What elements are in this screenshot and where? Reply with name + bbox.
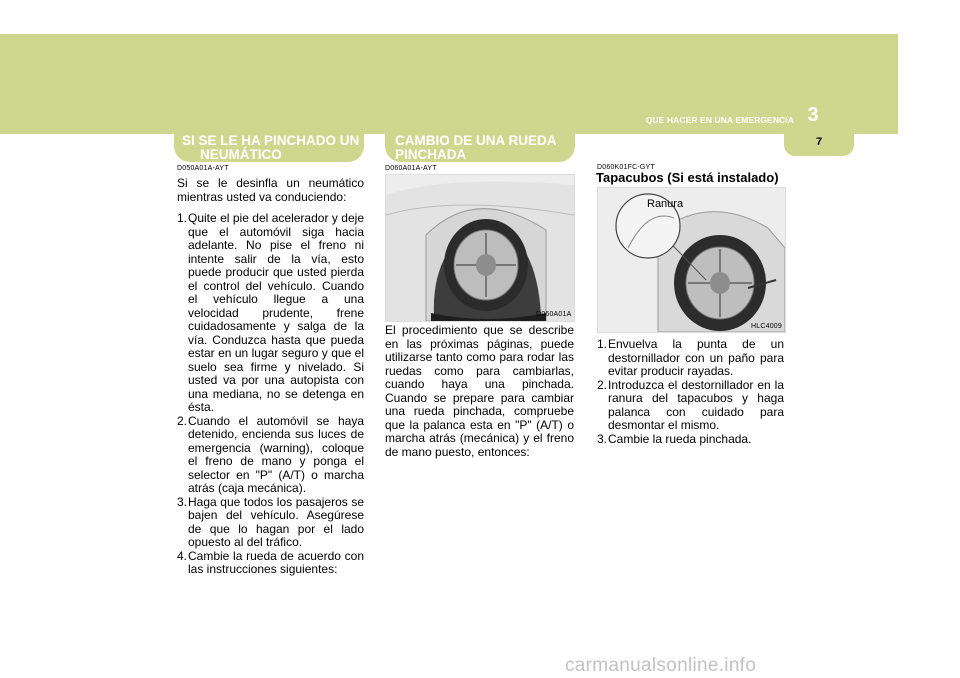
steps-list xyxy=(597,338,784,446)
list-item-number: 4. xyxy=(177,548,188,563)
section-heading-flat-tire xyxy=(182,134,362,162)
list-item xyxy=(177,496,364,550)
column-hubcaps xyxy=(597,338,784,446)
subheading-hubcaps: Tapacubos (Si está instalado) xyxy=(596,170,779,185)
list-item-number: 3. xyxy=(177,494,188,509)
list-item-text: Envuelva la punta de un destornillador con un paño para evitar producir rayadas. xyxy=(608,337,784,378)
chapter-number: 3 xyxy=(807,104,819,126)
chapter-title: QUE HACER EN UNA EMERGENCIA xyxy=(645,115,794,125)
list-item-text: Introduzca el destornillador en la ranura del tapacubos y haga palanca con cuidado para desmontar el mismo. xyxy=(608,377,784,432)
list-item-text: Quite el pie del acelerador y deje que el automóvil siga hacia adelante. No pise el freno ni intente salir de la vía, esto puede producir que usted pierda el control del vehículo. Cuando el vehículo llegue a una velocidad prudente, frene cuidadosamente y salga de la vía. Conduzca hasta que pueda estar en un lugar seguro y que el suelo sea firme y nivelado. Si usted va por una autopista con una mediana, no se detenga en ésta. xyxy=(188,211,364,414)
steps-list xyxy=(177,212,364,577)
heading-line: PINCHADA xyxy=(395,147,467,162)
list-item-text: Cambie la rueda pinchada. xyxy=(608,431,752,446)
list-item-text: Cuando el automóvil se haya detenido, encienda sus luces de emergencia (warning), coloque el freno de mano y ponga el selector en "P" (A/T) o marcha atrás (caja mecánica). xyxy=(188,413,364,495)
heading-line: CAMBIO DE UNA RUEDA xyxy=(395,133,557,148)
list-item-number: 2. xyxy=(597,377,608,392)
list-item xyxy=(177,550,364,577)
intro-paragraph: Si se le desinfla un neumático mientras usted va conduciendo: xyxy=(177,176,364,204)
body-paragraph: El procedimiento que se describe en las próximas páginas, puede utilizarse tanto como para rodar las ruedas como para cambiarlas, cuando haya una pinchada. Cuando se prepare para cambiar una rueda pinchada, compruebe que la palanca esta en "P" (A/T) o marcha atrás (mecánica) y el freno de mano puesto, entonces: xyxy=(385,323,574,459)
section-heading-change-wheel xyxy=(395,134,573,162)
section-code: D060K01FC-GYT xyxy=(597,164,655,171)
page-number: 7 xyxy=(815,136,823,148)
heading-line: NEUMÁTICO xyxy=(200,147,282,162)
list-item-number: 1. xyxy=(177,211,188,225)
list-item xyxy=(597,433,784,447)
list-item-number: 3. xyxy=(597,431,608,446)
section-code: D060A01A-AYT xyxy=(385,165,437,172)
list-item-text: Cambie la rueda de acuerdo con las instrucciones siguientes: xyxy=(188,548,364,576)
heading-line: SI SE LE HA PINCHADO UN xyxy=(182,133,360,148)
figure-code: D060A01A xyxy=(536,311,572,318)
column-flat-tire xyxy=(177,177,364,577)
hubcap-illustration xyxy=(597,187,786,333)
list-item xyxy=(177,415,364,496)
list-item-number: 2. xyxy=(177,413,188,428)
list-item xyxy=(177,212,364,415)
list-item xyxy=(597,379,784,433)
car-wheel-image xyxy=(386,175,574,321)
list-item xyxy=(597,338,784,379)
figure-label-slot: Ranura xyxy=(647,198,684,210)
list-item-number: 1. xyxy=(597,337,608,351)
figure-code: HLC4009 xyxy=(751,323,782,330)
section-code: D050A01A-AYT xyxy=(177,165,229,172)
list-item-text: Haga que todos los pasajeros se bajen del vehículo. Asegúrese de que lo hagan por el lado opuesto al del tráfico. xyxy=(188,494,364,549)
flat-tire-illustration xyxy=(385,174,575,322)
column-change-wheel xyxy=(385,324,574,459)
watermark: carmanualsonline.info xyxy=(565,655,757,676)
hubcap-image xyxy=(598,188,785,332)
